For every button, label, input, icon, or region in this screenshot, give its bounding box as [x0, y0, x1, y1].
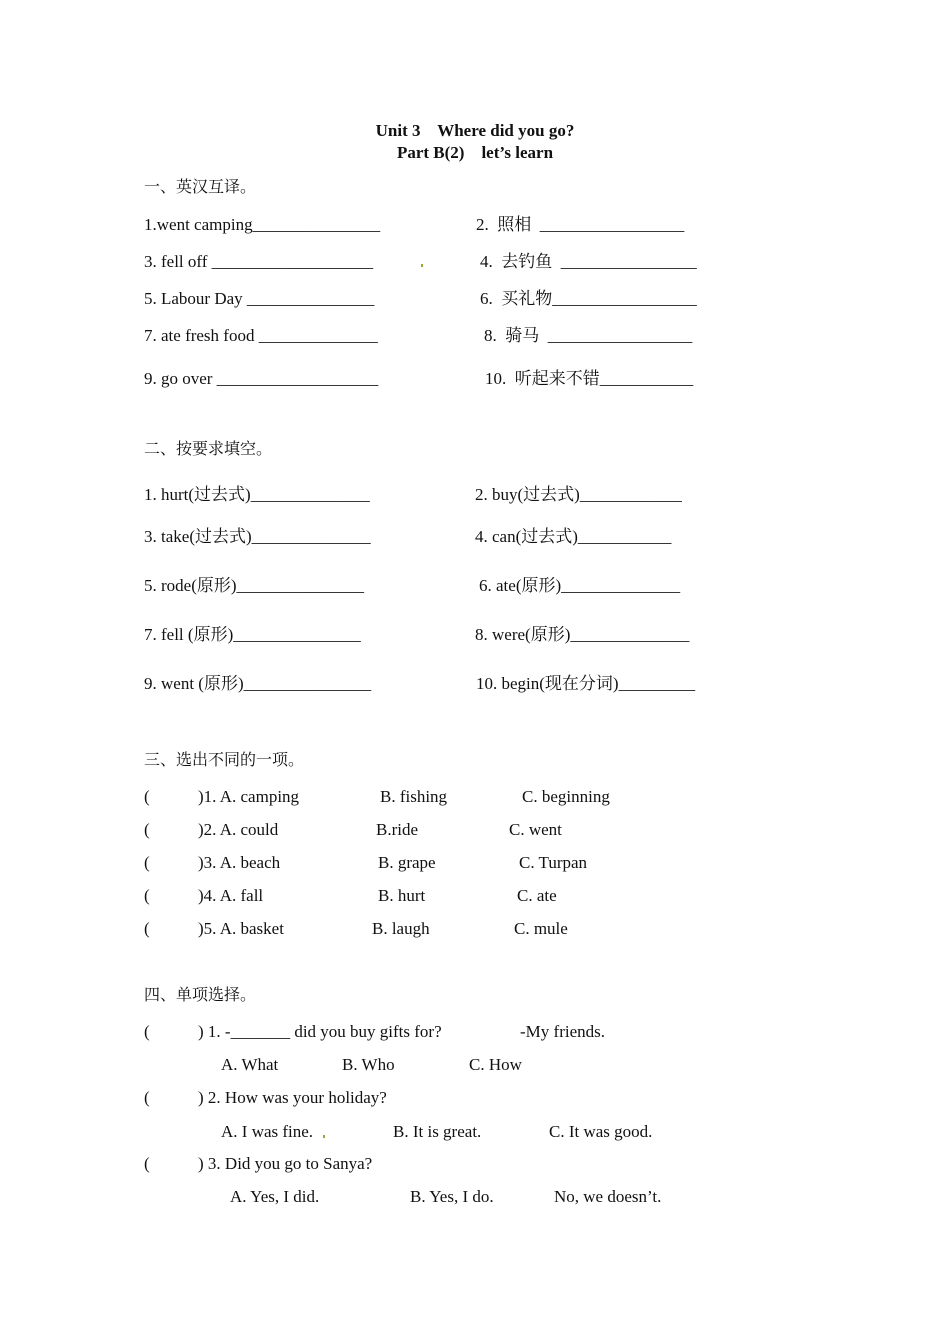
s2-item-7: 7. fell (原形)_______________ [144, 625, 361, 644]
s1-item-3: 3. fell off ___________________ [144, 252, 374, 271]
s2-item-4: 4. can(过去式)___________ [475, 527, 672, 546]
s4-q2-paren: ( [144, 1088, 150, 1107]
s1-item-4: 4. 去钓鱼 ________________ [480, 252, 697, 271]
s3-q3-paren: ( [144, 853, 150, 872]
s4-q3-option-a: A. Yes, I did. [230, 1187, 320, 1206]
s3-q5-paren: ( [144, 919, 150, 938]
s1-item-1: 1.went camping_______________ [144, 215, 381, 234]
s4-q3-question: ) 3. Did you go to Sanya? [198, 1154, 373, 1173]
s3-q2-option-c: C. went [509, 820, 562, 839]
s1-item-9: 9. go over ___________________ [144, 369, 379, 388]
s3-q5-option-c: C. mule [514, 919, 568, 938]
page-subtitle: Part B(2) let’s learn [396, 143, 554, 162]
s4-q1-paren: ( [144, 1022, 150, 1041]
s1-item-10: 10. 听起来不错___________ [485, 369, 694, 388]
s3-q3-option-a: )3. A. beach [198, 853, 281, 872]
s2-item-9: 9. went (原形)_______________ [144, 674, 372, 693]
section-1-heading: 一、英汉互译。 [144, 177, 257, 196]
s4-q1-reply: -My friends. [520, 1022, 605, 1041]
s2-item-5: 5. rode(原形)_______________ [144, 576, 365, 595]
s3-q4-option-c: C. ate [517, 886, 557, 905]
s2-item-10: 10. begin(现在分词)_________ [476, 674, 696, 693]
s1-item-8: 8. 骑马 _________________ [484, 326, 693, 345]
s1-item-5: 5. Labour Day _______________ [144, 289, 375, 308]
s2-item-8: 8. were(原形)______________ [475, 625, 690, 644]
s2-item-6: 6. ate(原形)______________ [479, 576, 681, 595]
s4-q1-option-c: C. How [469, 1055, 522, 1074]
s4-q3-option-b: B. Yes, I do. [410, 1187, 494, 1206]
s3-q4-paren: ( [144, 886, 150, 905]
s1-item-6: 6. 买礼物_________________ [480, 289, 697, 308]
s2-item-1: 1. hurt(过去式)______________ [144, 485, 370, 504]
s1-item-7: 7. ate fresh food ______________ [144, 326, 378, 345]
s3-q1-option-c: C. beginning [522, 787, 610, 806]
s3-q1-paren: ( [144, 787, 150, 806]
s3-q4-option-b: B. hurt [378, 886, 426, 905]
s4-q2-option-c: C. It was good. [549, 1122, 653, 1141]
s4-q2-question: ) 2. How was your holiday? [198, 1088, 387, 1107]
s3-q2-option-b: B.ride [376, 820, 419, 839]
s3-q5-option-b: B. laugh [372, 919, 430, 938]
s3-q2-option-a: )2. A. could [198, 820, 279, 839]
section-4-heading: 四、单项选择。 [144, 985, 257, 1004]
s3-q2-paren: ( [144, 820, 150, 839]
section-3-heading: 三、选出不同的一项。 [144, 750, 305, 769]
s3-q4-option-a: )4. A. fall [198, 886, 264, 905]
s4-q2-option-a: A. I was fine. [221, 1122, 314, 1141]
s4-q1-question: ) 1. -_______ did you buy gifts for? [198, 1022, 442, 1041]
page-title: Unit 3 Where did you go? [375, 121, 575, 140]
s2-item-3: 3. take(过去式)______________ [144, 527, 371, 546]
section-2-heading: 二、按要求填空。 [144, 439, 273, 458]
s4-q1-option-b: B. Who [342, 1055, 395, 1074]
ink-speck [421, 264, 423, 267]
s4-q1-option-a: A. What [221, 1055, 279, 1074]
s4-q3-paren: ( [144, 1154, 150, 1173]
s4-q2-option-b: B. It is great. [393, 1122, 482, 1141]
s3-q1-option-a: )1. A. camping [198, 787, 300, 806]
ink-speck [323, 1135, 325, 1138]
s3-q3-option-b: B. grape [378, 853, 436, 872]
s4-q3-option-c: No, we doesn’t. [554, 1187, 662, 1206]
s3-q5-option-a: )5. A. basket [198, 919, 284, 938]
s2-item-2: 2. buy(过去式)____________ [475, 485, 682, 504]
s3-q3-option-c: C. Turpan [519, 853, 588, 872]
s3-q1-option-b: B. fishing [380, 787, 448, 806]
s1-item-2: 2. 照相 _________________ [476, 215, 685, 234]
